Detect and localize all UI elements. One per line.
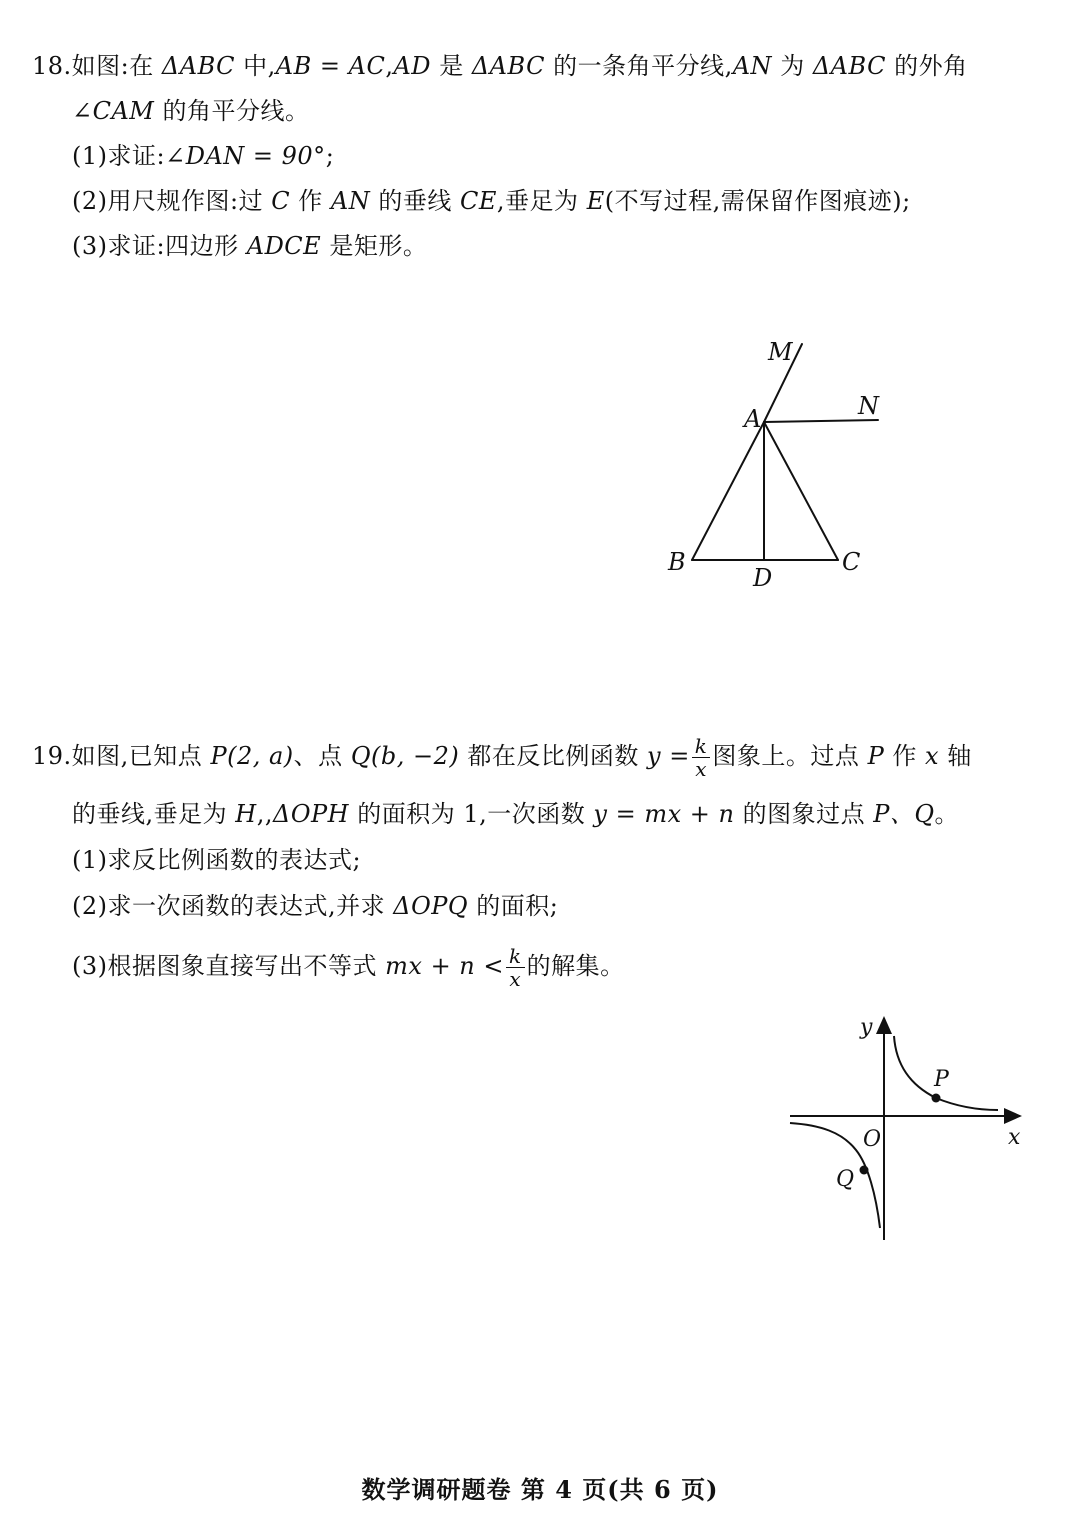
q18-line1: 18.如图:在 ΔABC 中,AB = AC,AD 是 ΔABC 的一条角平分线,AN 为 ΔABC 的外角 <box>32 52 968 80</box>
q18-triangle-figure <box>650 330 910 600</box>
label-a: A <box>744 405 762 433</box>
q18-part2: (2)用尺规作图:过 C 作 AN 的垂线 CE,垂足为 E(不写过程,需保留作图痕迹); <box>72 187 911 215</box>
q19-part2: (2)求一次函数的表达式,并求 ΔOPQ 的面积; <box>72 892 559 920</box>
q19-line1: 19.如图,已知点 P(2, a)、点 Q(b, −2) 都在反比例函数 y = $\frac{k}{x}$ 图象上。过点 P 作 x 轴 <box>32 734 972 781</box>
segment-ab <box>692 422 764 560</box>
fraction-k-over-x: $\frac{k}{x}$ <box>692 736 711 779</box>
label-p: P <box>934 1067 949 1092</box>
label-o: O <box>863 1127 882 1152</box>
q19-part1: (1)求反比例函数的表达式; <box>72 846 362 874</box>
label-n: N <box>858 392 879 420</box>
q18-part1: (1)求证:∠DAN = 90°; <box>72 142 335 170</box>
label-q: Q <box>836 1167 855 1192</box>
page-footer: 数学调研题卷 第 4 页(共 6 页) <box>361 1475 719 1504</box>
q18-line2: ∠CAM 的角平分线。 <box>72 97 310 125</box>
label-m: M <box>768 338 793 366</box>
fraction-k-over-x-inequality: $\frac{k}{x}$ <box>506 946 525 989</box>
label-x: x <box>1008 1125 1021 1150</box>
label-c: C <box>842 548 861 576</box>
point-q <box>860 1166 869 1175</box>
q19-line2: 的垂线,垂足为 H,,ΔOPH 的面积为 1,一次函数 y = mx + n 的图象过点 P、Q。 <box>72 800 960 828</box>
point-p <box>932 1094 941 1103</box>
q19-part3: (3)根据图象直接写出不等式 mx + n < $\frac{k}{x}$ 的解集。 <box>72 944 625 991</box>
ray-an <box>764 420 878 422</box>
q18-part3: (3)求证:四边形 ADCE 是矩形。 <box>72 232 428 260</box>
segment-ac <box>764 422 838 560</box>
label-b: B <box>668 548 686 576</box>
label-d: D <box>753 564 773 592</box>
q19-hyperbola-figure <box>780 1010 1040 1250</box>
label-y: y <box>860 1015 873 1040</box>
